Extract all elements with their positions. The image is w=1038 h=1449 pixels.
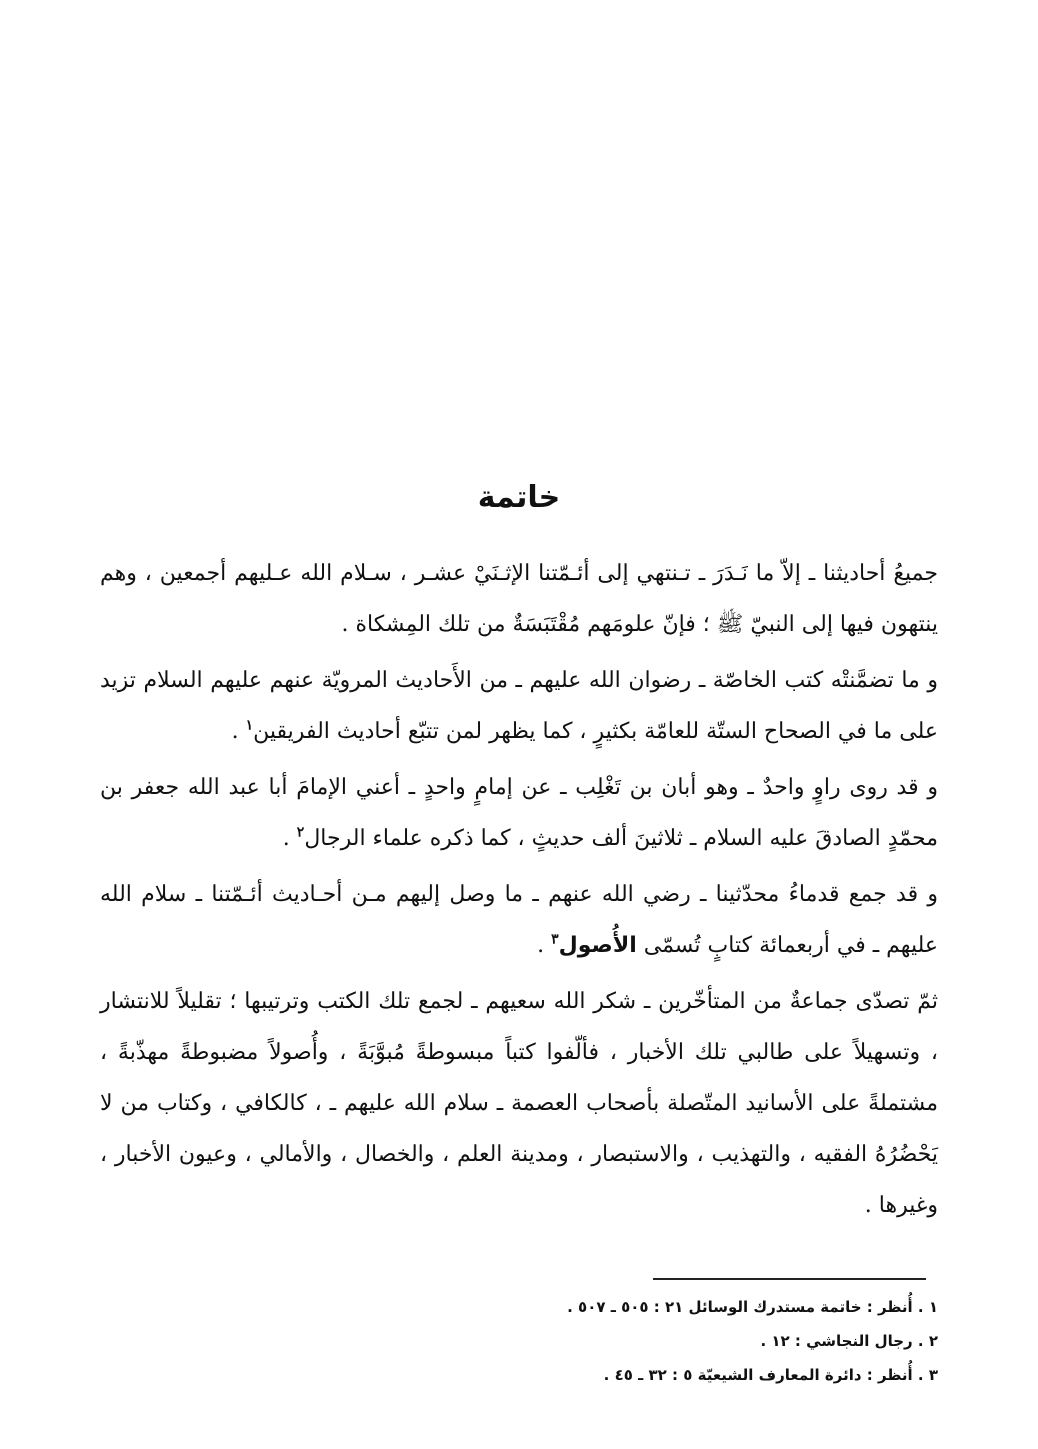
footnote-ref-2[interactable]: ٢ <box>296 824 305 841</box>
footnote-1: ١ . أُنظر : خاتمة مستدرك الوسائل ٢١ : ٥٠٥ ـ ٥٠٧ . <box>567 1298 938 1316</box>
footnote-2: ٢ . رجال النجاشي : ١٢ . <box>760 1332 938 1350</box>
paragraph-4-bold-term: الأُصول <box>558 933 637 958</box>
footnote-ref-3[interactable]: ٣ <box>551 931 559 948</box>
footnote-divider <box>653 1278 926 1280</box>
paragraph-3-end: . <box>282 826 297 851</box>
paragraph-4-text: و قد جمع قدماءُ محدّثينا ـ رضي الله عنهم ـ ما وصل إليهم مـن أحـاديث أئـمّتنا ـ سلام الله عليهم ـ في أربعمائة كتابٍ تُسمّى <box>100 882 938 958</box>
page-title: خاتمة <box>477 480 561 515</box>
paragraph-1-text: جميعُ أحاديثنا ـ إلاّ ما نَـدَرَ ـ تـنتهي إلى أئـمّتنا الإثـنَيْ عشـر ، سـلام الله عـليهم أجمعين ، وهم ينتهون فيها إلى النبيّ ﷺ ؛ فإنّ علومَهم مُقْتَبَسَةٌ من تلك المِشكاة . <box>100 561 938 637</box>
paragraph-3 <box>100 762 938 864</box>
paragraph-1 <box>100 548 938 650</box>
paragraph-5 <box>100 976 938 1231</box>
footnote-ref-1[interactable]: ١ <box>245 717 254 734</box>
paragraph-4-end: . <box>537 933 552 958</box>
footnote-3: ٣ . أُنظر : دائرة المعارف الشيعيّة ٥ : ٣٢ ـ ٤٥ . <box>603 1366 938 1384</box>
paragraph-2-text: و ما تضمَّنتْه كتب الخاصّة ـ رضوان الله عليهم ـ من الأَحاديث المرويّة عنهم عليهم السلام تزيد على ما في الصحاح الستّة للعامّة بكثيرٍ ، كما يظهر لمن تتبّع أحاديث الفريقين <box>100 668 938 744</box>
footnotes <box>338 1290 938 1392</box>
paragraph-3-text: و قد روى راوٍ واحدٌ ـ وهو أبان بن تَغْلِب ـ عن إمامٍ واحدٍ ـ أعني الإمامَ أبا عبد الله جعفر بن محمّدٍ الصادقَ عليه السلام ـ ثلاثينَ ألف حديثٍ ، كما ذكره علماء الرجال <box>100 775 938 851</box>
paragraph-4 <box>100 869 938 971</box>
body-text <box>100 548 938 1236</box>
paragraph-5-text: ثمّ تصدّى جماعةٌ من المتأخّرين ـ شكر الله سعيهم ـ لجمع تلك الكتب وترتيبها ؛ تقليلاً للانتشار ، وتسهيلاً على طالبي تلك الأخبار ، فألّفوا كتباً مبسوطةً مُبوَّبَةً ، وأُصولاً مضبوطةً مهذّبةً ، مشتملةً على الأسانيد المتّصلة بأصحاب العصمة ـ سلام الله عليهم ـ ، كالكافي ، وكتاب من لا يَحْضُرُهُ الفقيه ، والتهذيب ، والاستبصار ، ومدينة العلم ، والخصال ، والأمالي ، وعيون الأخبار ، وغيرها . <box>100 989 938 1218</box>
paragraph-2 <box>100 655 938 757</box>
paragraph-2-end: . <box>231 719 246 744</box>
